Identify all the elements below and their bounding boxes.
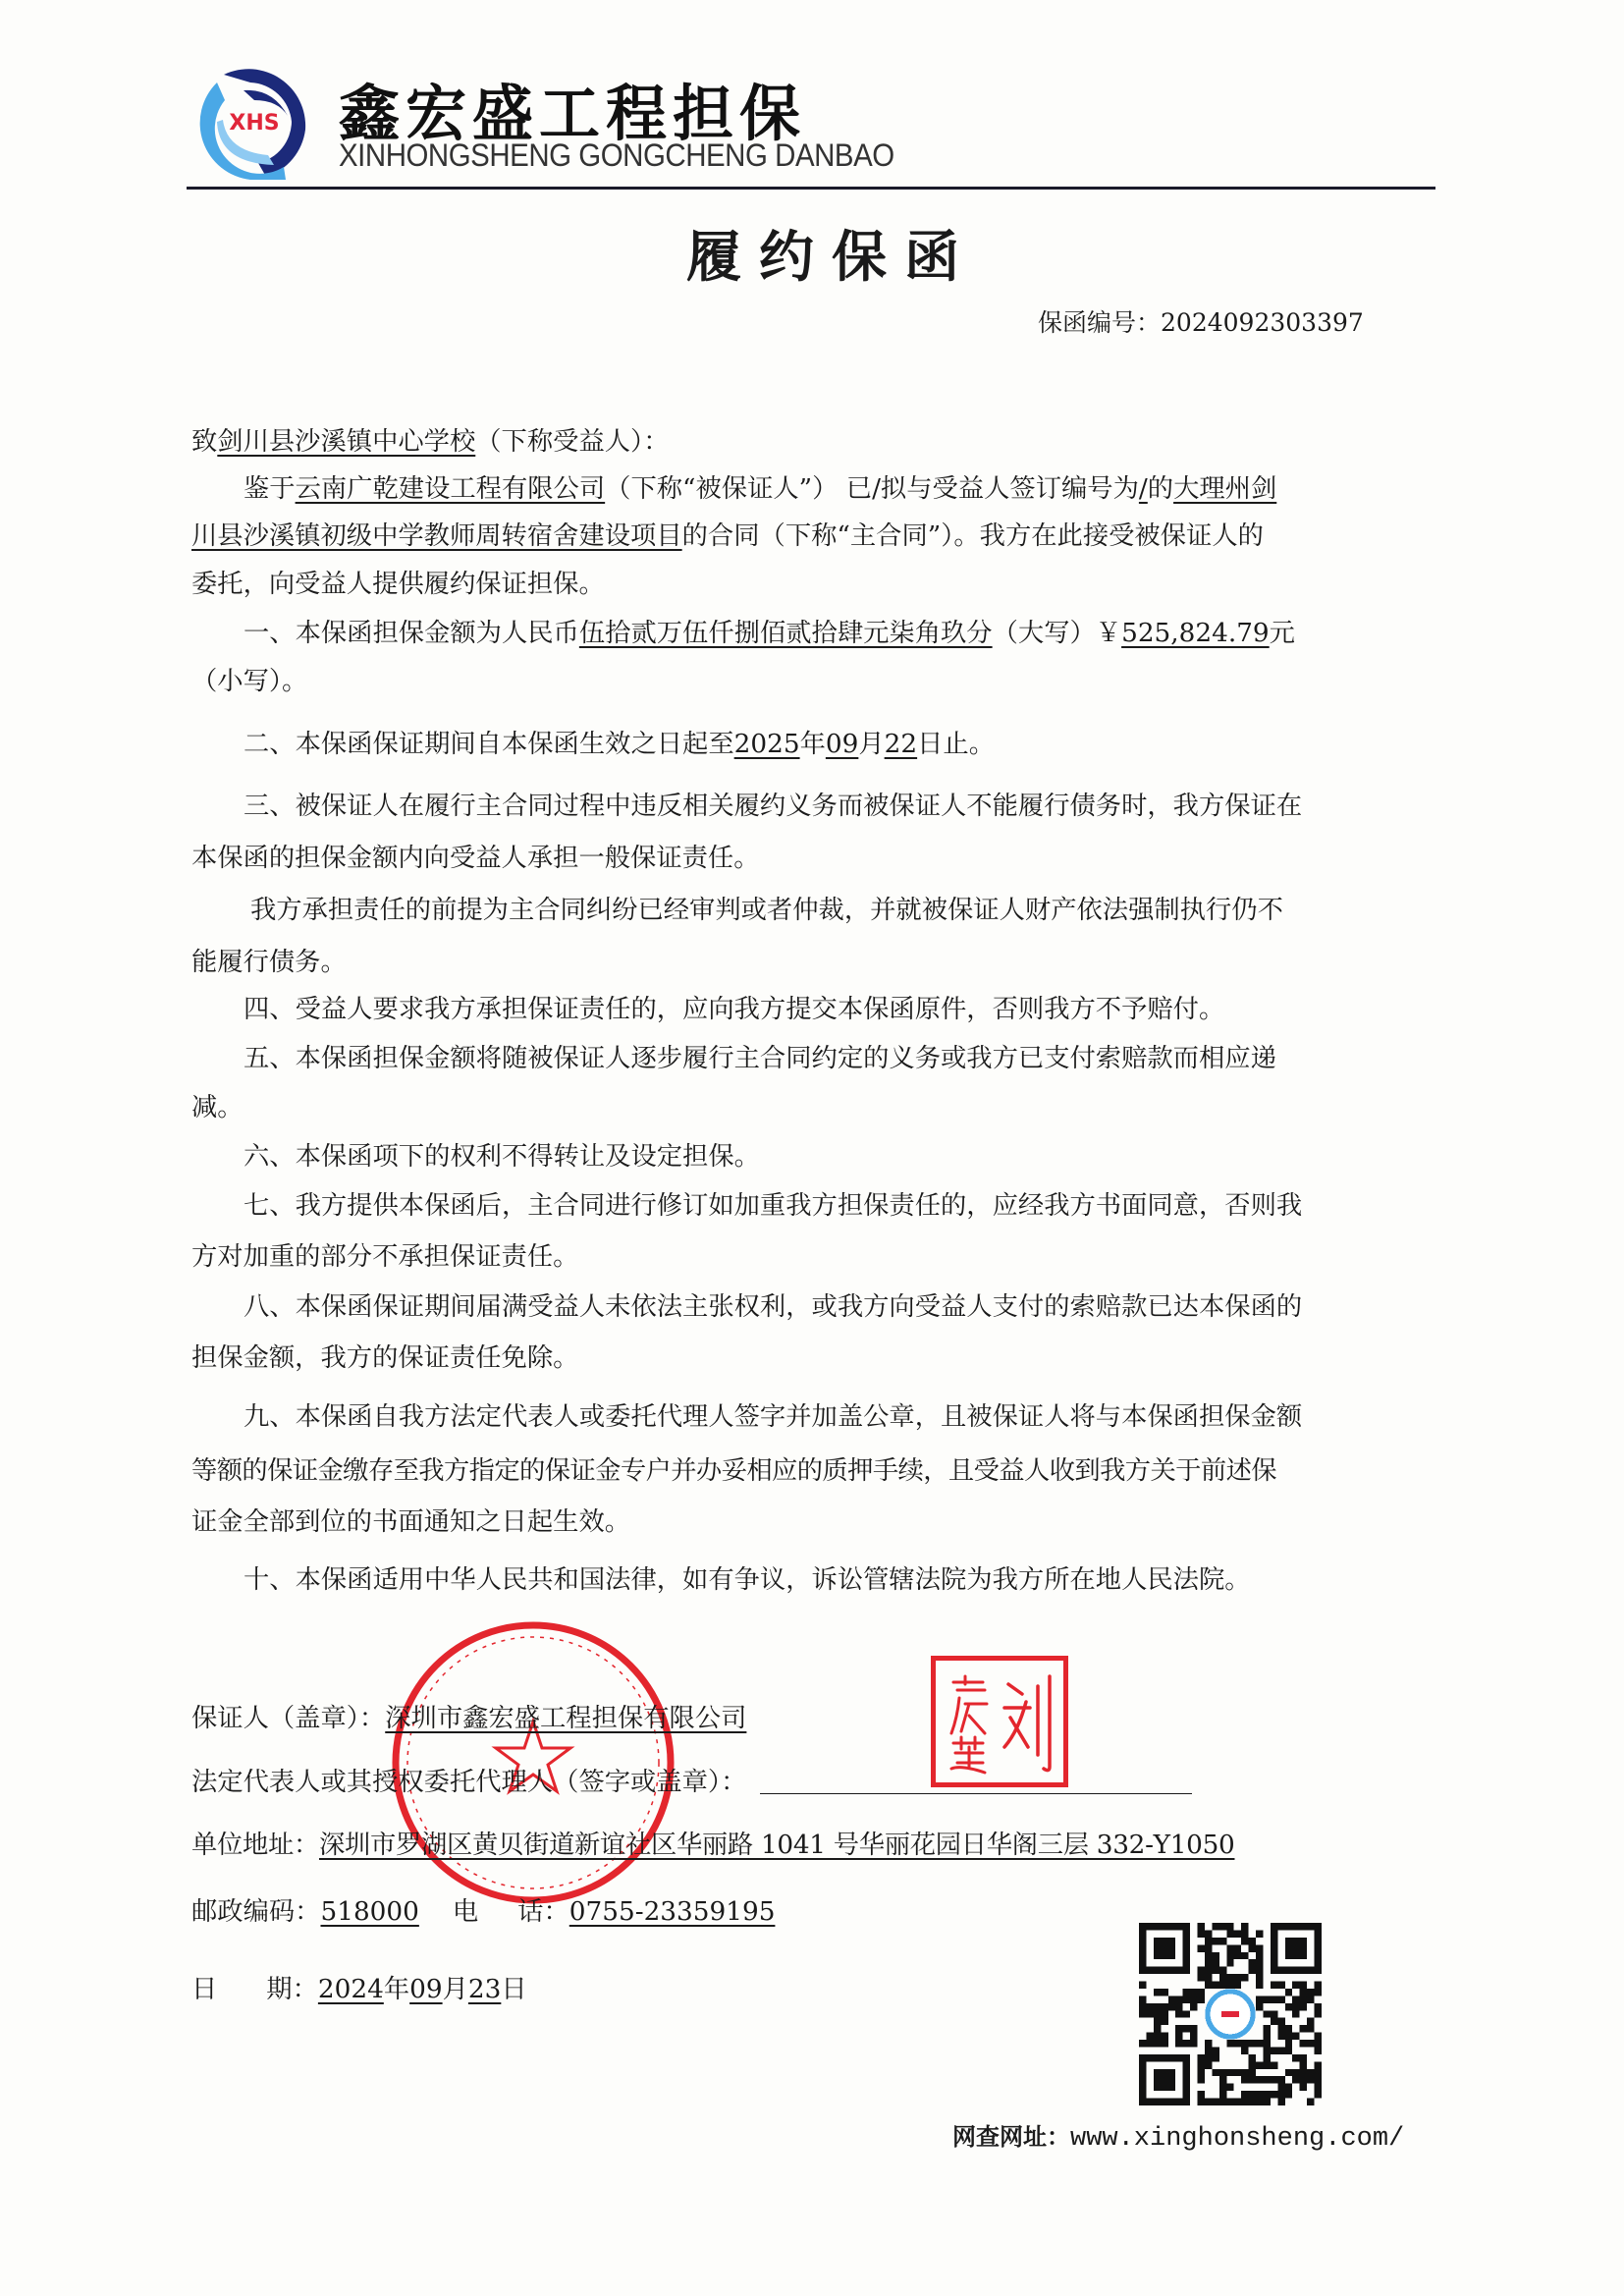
clause-text: 月 <box>858 730 885 759</box>
postcode-value: 518000 <box>320 1897 419 1927</box>
company-seal <box>386 1615 680 1910</box>
date-unit: 月 <box>442 1975 468 2004</box>
clause-text: 日止。 <box>917 730 995 759</box>
date-day: 23 <box>467 1975 502 2004</box>
guarantor-name: 深圳市鑫宏盛工程担保有限公司 <box>385 1704 747 1733</box>
date-unit: 年 <box>383 1975 410 2004</box>
website-link[interactable]: www.xinghonsheng.com/ <box>1070 2124 1405 2154</box>
phone-label: 电 <box>452 1897 479 1927</box>
phone-label: 话： <box>517 1897 569 1927</box>
guarantor-label: 保证人（盖章）： <box>191 1704 386 1733</box>
qr-finder-pattern <box>1271 1923 1322 1974</box>
brand-name-cn: 鑫宏盛工程担保 <box>339 78 807 149</box>
clause-text: 二、本保函保证期间自本保函生效之日起至 <box>244 730 734 759</box>
clause-text: 一、本保函担保金额为人民币 <box>244 619 579 648</box>
amount-in-words: 伍拾贰万伍仟捌佰贰拾肆元柒角玖分 <box>578 619 993 648</box>
address-line <box>191 1832 1434 1858</box>
clause-text: 年 <box>799 730 826 759</box>
expiry-month: 09 <box>825 730 859 759</box>
address-value: 深圳市罗湖区黄贝街道新谊社区华丽路 1041 号华丽花园日华阁三层 332-Y1050 <box>318 1831 1235 1860</box>
contract-number: / <box>1138 474 1148 504</box>
clause-7: 七、我方提供本保函后，主合同进行修订如加重我方担保责任的，应经我方书面同意，否则我 <box>244 1191 1303 1221</box>
addressee-line <box>191 429 1434 455</box>
clause-8: 八、本保函保证期间届满受益人未依法主张权利，或我方向受益人支付的索赔款已达本保函的 <box>244 1292 1303 1322</box>
clause-3-cont: 本保函的担保金额内向受益人承担一般保证责任。 <box>191 844 760 873</box>
date-label: 期： <box>266 1975 318 2004</box>
name-seal-glyph <box>951 1737 985 1773</box>
contact-line <box>191 1899 1434 1925</box>
intro-text: 鉴于 <box>244 474 296 504</box>
expiry-day: 22 <box>884 730 918 759</box>
qr-finder-pattern <box>1139 2054 1190 2105</box>
clause-6: 六、本保函项下的权利不得转让及设定担保。 <box>244 1142 760 1172</box>
date-year: 2024 <box>317 1975 384 2004</box>
clause-5-cont: 减。 <box>191 1093 244 1122</box>
date-label: 日 <box>191 1975 218 2004</box>
representative-line <box>191 1770 1434 1795</box>
addressee-suffix: （下称受益人）： <box>475 427 670 457</box>
addressee-prefix: 致 <box>191 427 218 457</box>
intro-line-1 <box>191 476 1486 502</box>
website-line <box>952 2117 1404 2154</box>
clause-3-proviso-cont: 能履行债务。 <box>191 948 347 977</box>
amount-in-figures: 525,824.79 <box>1121 619 1270 648</box>
logo-mark: XHS <box>229 111 280 136</box>
clause-1 <box>191 621 1486 646</box>
intro-line-3: 委托，向受益人提供履约保证担保。 <box>191 570 605 599</box>
clause-1-cont: （小写）。 <box>191 667 308 696</box>
intro-line-2 <box>191 523 1434 549</box>
clause-5: 五、本保函担保金额将随被保证人逐步履行主合同约定的义务或我方已支付索赔款而相应递 <box>244 1044 1276 1073</box>
beneficiary-name: 剑川县沙溪镇中心学校 <box>217 427 476 457</box>
clause-text: 元 <box>1269 619 1295 648</box>
project-name: 大理州剑 <box>1173 474 1277 504</box>
date-unit: 日 <box>501 1975 527 2004</box>
date-line <box>191 1977 1434 2002</box>
clause-2 <box>191 732 1486 757</box>
clause-3-proviso: 我方承担责任的前提为主合同纠纷已经审判或者仲裁，并就被保证人财产依法强制执行仍不 <box>250 896 1283 925</box>
project-name: 川县沙溪镇初级中学教师周转宿舍建设项目 <box>191 521 682 551</box>
clause-9: 九、本保函自我方法定代表人或委托代理人签字并加盖公章，且被保证人将与本保函担保金额 <box>244 1402 1303 1432</box>
reference-value: 2024092303397 <box>1161 308 1364 337</box>
clause-text: （大写）￥ <box>992 619 1122 648</box>
clause-7-cont: 方对加重的部分不承担保证责任。 <box>191 1242 579 1272</box>
website-label: 网查网址： <box>952 2123 1070 2151</box>
document-title: 履约保函 <box>686 225 977 290</box>
phone-value: 0755-23359195 <box>568 1897 776 1927</box>
qr-code[interactable] <box>1139 1923 1322 2105</box>
signature-field <box>760 1772 1192 1794</box>
reference-number <box>1038 303 1364 339</box>
address-label: 单位地址： <box>191 1831 319 1860</box>
brand-name-en: XINHONGSHENG GONGCHENG DANBAO <box>339 137 894 173</box>
company-logo <box>189 61 317 184</box>
principal-name: 云南广乾建设工程有限公司 <box>295 474 606 504</box>
qr-logo-mark <box>1221 2011 1239 2017</box>
intro-text: 的合同（下称“主合同”）。我方在此接受被保证人的 <box>681 521 1264 551</box>
expiry-year: 2025 <box>733 730 800 759</box>
clause-3: 三、被保证人在履行主合同过程中违反相关履约义务而被保证人不能履行债务时，我方保证在 <box>244 792 1303 821</box>
qr-finder-pattern <box>1139 1923 1190 1974</box>
intro-text: 的 <box>1147 474 1174 504</box>
header-divider <box>187 187 1435 190</box>
postcode-label: 邮政编码： <box>191 1897 321 1927</box>
reference-label: 保函编号： <box>1038 308 1162 337</box>
clause-8-cont: 担保金额，我方的保证责任免除。 <box>191 1343 579 1373</box>
clause-4: 四、受益人要求我方承担保证责任的，应向我方提交本保函原件，否则我方不予赔付。 <box>244 995 1225 1024</box>
representative-label: 法定代表人或其授权委托代理人（签字或盖章）： <box>191 1768 747 1797</box>
intro-text: （下称“被保证人”） 已/拟与受益人签订编号为 <box>605 474 1139 504</box>
clause-10: 十、本保函适用中华人民共和国法律，如有争议，诉讼管辖法院为我方所在地人民法院。 <box>244 1565 1251 1595</box>
date-month: 09 <box>409 1975 443 2004</box>
clause-9-cont-2: 证金全部到位的书面通知之日起生效。 <box>191 1507 631 1537</box>
guarantor-line <box>191 1706 1434 1731</box>
clause-9-cont: 等额的保证金缴存至我方指定的保证金专户并办妥相应的质押手续，且受益人收到我方关于前述保 <box>191 1456 1276 1486</box>
